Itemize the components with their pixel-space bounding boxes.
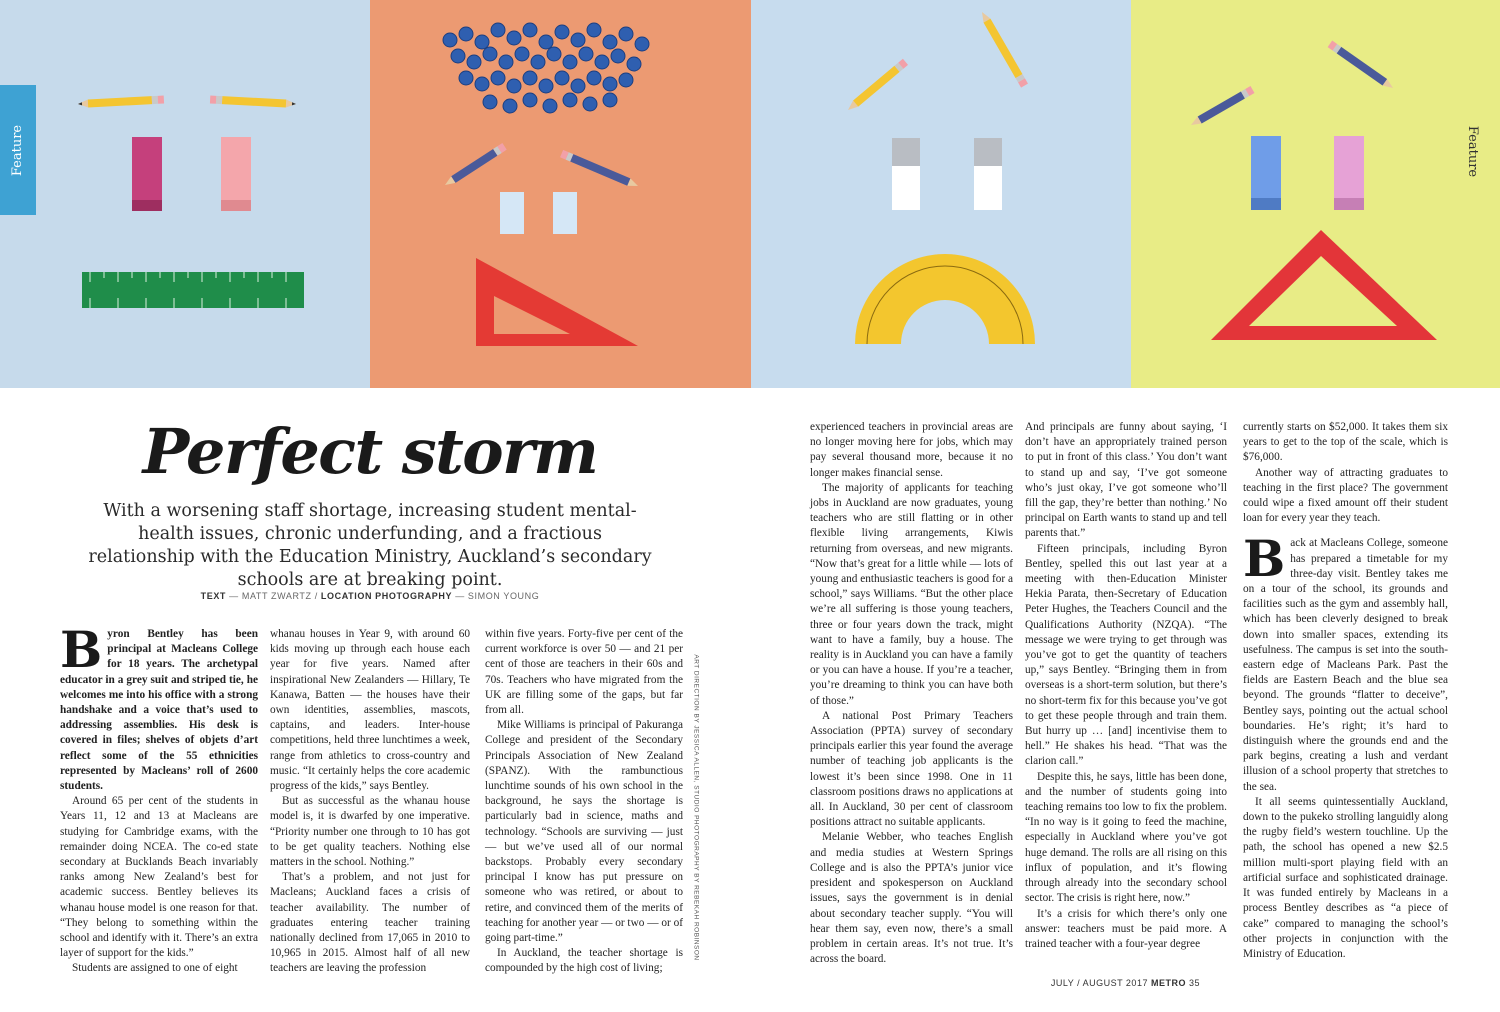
photo-panel-1: [0, 0, 370, 388]
drop-cap: B: [60, 620, 103, 679]
byline: TEXT — MATT ZWARTZ / LOCATION PHOTOGRAPHY — SIMON YOUNG: [200, 591, 540, 601]
page-number: 35: [1188, 978, 1200, 988]
paragraph: Mike Williams is principal of Pakuranga College and president of the Secondary Principals Association of New Zealand (SPANZ). With the rambunctious lunchtime sounds of his own school in the background, he says the shortage is particularly bad in science, maths and technology. “Schools are surviving — just — but we’ve used all of our normal backstops. Probably every secondary principal I know has put pressure on someone who was retired, or about to retire, and convinced them of the merits of teaching for another year — or two — or of going part-time.”: [485, 719, 683, 945]
paragraph: Fifteen principals, including Byron Bentley, spelled this out last year at a meeting with then-Education Minister Hekia Parata, then-Secretary of Education Peter Hughes, the Teachers Council and the Qualifications Authority (NZQA). “The message we were trying to get through was you’ve got to get the quantity of teachers up,” says Bentley. “Bringing them in from overseas is a short-term solution, but there’s no short-term fix for this because you’ve got to get these people through and train them. But hurry up … [and] incentivise them to hell.” He shakes his head. “That was the clarion call.”: [1025, 542, 1227, 768]
section-tab-label: Feature: [10, 124, 26, 176]
article-column-6: [1243, 420, 1448, 962]
article-column-1: [60, 620, 258, 977]
paragraph: It all seems quintessentially Auckland, down to the pukeko strolling languidly along the rugby field’s western touchline. Up the path, the school has opened a new $2.5 million multi-sport playing field with an artificial surface and sophisticated drainage. It was funded entirely by Macleans in a process Bentley describes as “a piece of cake” compared to managing the school’s other projects in conjunction with the Ministry of Education.: [1243, 795, 1448, 960]
paragraph: The majority of applicants for teaching jobs in Auckland are now graduates, young teachers who are still flatting or in other flexible living arrangements, Kiwis returning from overseas, and new migrants. “Now that’s great for a little while — lots of young and enthusiastic teachers is good for a school,” says Williams. “But the other place we’re all suffering is those young teachers, three or four years down the track, might want to have a family, buy a house. The reality is in Auckland you can have a family or you can have a house. If you’re a teacher, you’re dreaming to think you can have both of those.”: [810, 481, 1013, 707]
paragraph: Around 65 per cent of the students in Years 11, 12 and 13 at Macleans are studying for Cambridge exams, with the remainder doing NCEA. The co-ed state secondary at Bucklands Beach invariably ranks among New Zealand’s best for academic success. Bentley believes its whanau house model is one reason for that. “They belong to something within the school and identify with it. There’s an extra layer of support for the kids.”: [60, 795, 258, 960]
paragraph: Melanie Webber, who teaches English and media studies at Western Springs College and is also the PPTA’s junior vice president and spokesperson on Auckland issues, says the government is in denial about secondary teacher supply. “You will hear them say, even now, there’s a small problem in certain areas. It’s not true. It’s across the board.: [810, 831, 1013, 966]
photo-panel-3: [751, 0, 1131, 388]
drop-cap: B: [1243, 529, 1286, 589]
magazine-name: METRO: [1150, 978, 1186, 988]
credit-text-author: MATT ZWARTZ: [241, 591, 312, 601]
art-direction-credit: ART DIRECTION BY JESSICA ALLEN, STUDIO PHOTOGRAPHY BY REBEKAH ROBINSON: [692, 654, 700, 961]
issue-date: JULY / AUGUST 2017: [1050, 978, 1148, 988]
paragraph: Another way of attracting graduates to teaching in the first place? The government could wipe a fixed amount off their student loan for every year they teach.: [1243, 466, 1448, 525]
credit-photo-label: LOCATION PHOTOGRAPHY: [320, 591, 453, 601]
paragraph: A national Post Primary Teachers Association (PPTA) survey of secondary principals earlier this year found the average number of teaching job applicants is the lowest it’s been since 1998. One in 11 classroom positions draws no applications at all. In Auckland, 30 per cent of classroom positions attract no suitable applicants.: [810, 709, 1013, 829]
stationery-face-3-illustration: [751, 0, 1131, 388]
paragraph: Despite this, he says, little has been done, and the number of students going into teaching remains too low to fix the problem. “In no way is it going to feed the machine, especially in Auckland where you’ve got huge demand. The rolls are all rising on this influx of population, and it’s flowing through already into the secondary school sector. The crisis is right here, now.”: [1025, 770, 1227, 905]
photo-panel-4: [1131, 0, 1500, 388]
article-column-5: [1025, 420, 1227, 952]
credit-photo-author: SIMON YOUNG: [467, 591, 540, 601]
paragraph: currently starts on $52,000. It takes them six years to get to the top of the scale, which is $76,000.: [1243, 421, 1448, 464]
stationery-face-2-illustration: [370, 0, 751, 388]
paragraph: It’s a crisis for which there’s only one answer: teachers must be paid more. A trained teacher with a four-year degree: [1025, 907, 1227, 950]
paragraph: That’s a problem, and not just for Macleans; Auckland faces a crisis of teacher availability. The number of graduates entering teacher training nationally declined from 17,065 in 2010 to 10,965 in 2015. Almost half of all new teachers are leaving the profession: [270, 871, 470, 975]
stationery-face-1-illustration: [0, 0, 370, 388]
paragraph-text: ack at Macleans College, someone has prepared a timetable for my three-day visit. Bentley takes me on a tour of the school, its grounds and facilities such as the gym and assembly hall, which has been cleverly designed to break down into smaller spaces, extending its usefulness. The campus is set into the south-eastern edge of Macleans Park. Past the fields are Eastern Beach and the blue sea beyond. The grounds “flatter to deceive”, Bentley says, pointing out the actual school boundaries. He’s right; it’s hard to distinguish where the grounds end and the park begins, creating a lush and verdant illusion of a school property that stretches to the sea.: [1243, 537, 1448, 793]
paragraph: whanau houses in Year 9, with around 60 kids moving up through each house each year for five years. Named after inspirational New Zealanders — Hillary, Te Kanawa, Batten — the houses have their own identities, assemblies, mascots, captains, and leaders. Inter-house competitions, held three lunchtimes a week, range from athletics to cross-country and music. “It certainly helps the core academic progress of the kids,” says Bentley.: [270, 628, 470, 793]
paragraph: within five years. Forty-five per cent of the current workforce is over 50 — and 21 per cent of those are teachers in their 60s and 70s. Teachers who have migrated from the UK are filling some of the gaps, but far from all.: [485, 628, 683, 717]
section-label-right: Feature: [1465, 125, 1481, 177]
section-break-paragraph: [1243, 529, 1448, 794]
paragraph: Students are assigned to one of eight: [72, 962, 238, 975]
article-column-3: [485, 627, 683, 977]
lede-text: yron Bentley has been principal at Macleans College for 18 years. The archetypal educator in a grey suit and striped tie, he welcomes me into his office with a strong handshake and a voice that’s used to addressing assemblies. His desk is covered in files; shelves of objets d’art reflect some of the 55 ethnicities represented by Macleans’ roll of 2600 students.: [60, 628, 258, 793]
stationery-face-4-illustration: [1131, 0, 1500, 388]
article-column-2: [270, 627, 470, 977]
headline: Perfect storm: [142, 415, 598, 488]
paragraph: And principals are funny about saying, ‘I don’t have an appropriately trained person to put in front of this class.’ You don’t want to stand up and say, ‘I’ve got someone who’s just okay, I’ve got someone who’ll fill the gap, they’re better than nothing.’ No principal on Earth wants to stand up and tell parents that.”: [1025, 421, 1227, 540]
photo-panel-2: [370, 0, 751, 388]
paragraph: But as successful as the whanau house model is, it is dwarfed by one imperative. “Priority number one through to 10 has got to be get quality teachers. Nothing else matters in the school. Nothing.”: [270, 795, 470, 869]
article-column-4: [810, 420, 1013, 967]
paragraph: In Auckland, the teacher shortage is compounded by the high cost of living;: [485, 947, 683, 975]
lede-paragraph: [60, 620, 258, 794]
credit-text-label: TEXT: [200, 591, 227, 601]
photo-strip: [0, 0, 1500, 388]
standfirst: With a worsening staff shortage, increasing student mental-health issues, chronic underfunding, and a fractious relationship with the Education Ministry, Auckland’s secondary schools are at breaking point.: [88, 501, 652, 590]
page-folio: [1040, 978, 1200, 988]
paragraph: experienced teachers in provincial areas are no longer moving here for jobs, which may pay several thousand more, because it no longer makes financial sense.: [810, 421, 1013, 479]
